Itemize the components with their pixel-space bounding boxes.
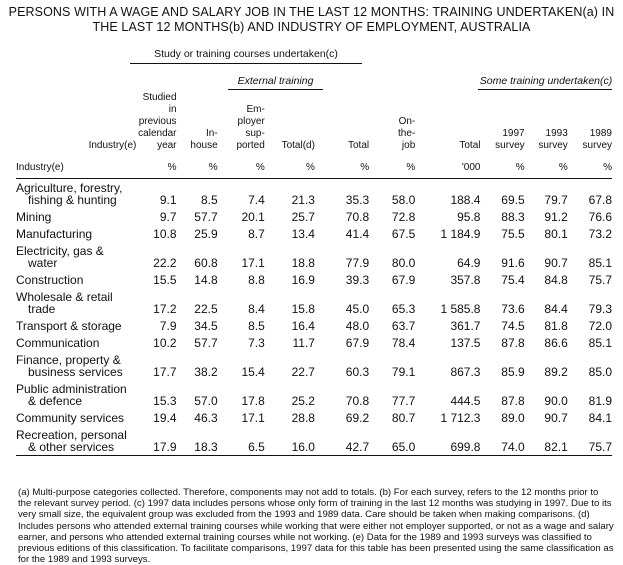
value-cell: 80.0	[391, 256, 416, 270]
footnotes: (a) Multi-purpose categories collected. Therefore, components may not add to totals. (b) For each survey, refers to the 12 months prior to the relevant survey period. (c) 1997 data includes persons whose only form of training in the last 12 months was studying in 1997. Due to its very small size, the equivalent group was excluded from the 1993 and 1989 data. Care should be taken when making comparisons. (d) Includes persons who attended external training courses while working that were either not employer supported, or not as a wage and salary earner, and persons who attended external training courses while not working. (e) Data for the 1989 and 1993 surveys was classified to previous editions of this classification. To facilitate comparisons, 1997 data for this table has been presented using the same classification as for the 1989 and 1993 surveys.	[18, 487, 614, 565]
value-cell: 63.7	[391, 319, 416, 333]
value-cell: 7.9	[159, 319, 177, 333]
value-cell: 8.7	[248, 227, 265, 241]
value-cell: 17.1	[241, 411, 265, 425]
value-cell: 64.9	[457, 256, 481, 270]
value-cell: 60.3	[345, 365, 370, 379]
value-cell: 22.7	[291, 365, 315, 379]
value-cell: 72.8	[391, 210, 416, 224]
value-cell: 10.8	[153, 227, 177, 241]
column-header: 1997 survey	[495, 128, 525, 151]
industry-cell	[16, 334, 136, 351]
value-cell: 19.4	[153, 411, 177, 425]
industry-cell	[16, 208, 136, 225]
value-cell: 79.1	[391, 365, 416, 379]
value-cell: 8.4	[248, 302, 265, 316]
value-cell: 69.5	[501, 193, 525, 207]
value-cell: 85.9	[501, 365, 525, 379]
industry-cell	[16, 426, 136, 456]
value-cell: 69.2	[345, 411, 370, 425]
value-cell: 39.3	[345, 273, 370, 287]
table-row	[16, 242, 612, 271]
value-cell: 77.9	[345, 256, 370, 270]
value-cell: 84.4	[544, 302, 568, 316]
value-cell: 95.8	[457, 210, 481, 224]
value-cell: 86.6	[544, 336, 568, 350]
unit-label: %	[315, 152, 369, 179]
value-cell: 67.8	[588, 193, 612, 207]
value-cell: 79.7	[544, 193, 568, 207]
table-row	[16, 409, 612, 426]
value-cell: 15.3	[153, 394, 177, 408]
column-header-row	[16, 92, 612, 152]
industry-label: Communication	[16, 336, 100, 350]
industry-label: business services	[28, 365, 123, 379]
industry-cell	[16, 179, 136, 209]
value-cell: 867.3	[450, 365, 481, 379]
industry-cell	[16, 380, 136, 409]
value-cell: 11.7	[292, 336, 315, 350]
industry-label: Transport & storage	[16, 319, 122, 333]
value-cell: 57.7	[194, 210, 218, 224]
column-header: Studied in previous calendar year	[138, 92, 177, 151]
industry-cell	[16, 317, 136, 334]
value-cell: 82.1	[525, 426, 568, 456]
value-cell: 75.7	[568, 426, 612, 456]
value-cell: 81.9	[588, 394, 612, 408]
industry-label: Finance, property &	[16, 353, 121, 367]
value-cell: 76.6	[588, 210, 612, 224]
value-cell: 89.0	[501, 411, 525, 425]
industry-cell	[16, 242, 136, 271]
column-header: Industry(e)	[88, 140, 137, 151]
industry-label: Electricity, gas &	[16, 244, 104, 258]
table-row	[16, 334, 612, 351]
value-cell: 84.8	[544, 273, 568, 287]
table-row	[16, 317, 612, 334]
value-cell: 14.8	[194, 273, 218, 287]
value-cell: 65.0	[369, 426, 415, 456]
value-cell: 6.5	[218, 426, 265, 456]
value-cell: 79.3	[588, 302, 612, 316]
value-cell: 16.9	[291, 273, 315, 287]
value-cell: 85.0	[588, 365, 612, 379]
industry-label: & other services	[28, 440, 115, 454]
group-header-study: Study or training courses undertaken(c)	[154, 48, 338, 60]
group-header-external: External training	[237, 75, 314, 87]
value-cell: 16.4	[291, 319, 315, 333]
value-cell: 1 184.9	[440, 227, 481, 241]
table-row	[16, 380, 612, 409]
column-header: 1993 survey	[538, 128, 568, 151]
value-cell: 75.4	[501, 273, 525, 287]
unit-label: %	[369, 152, 415, 179]
value-cell: 699.8	[415, 426, 480, 456]
value-cell: 75.5	[501, 227, 525, 241]
value-cell: 17.9	[136, 426, 176, 456]
value-cell: 15.4	[241, 365, 265, 379]
unit-label: '000	[415, 152, 480, 179]
industry-cell	[16, 409, 136, 426]
value-cell: 74.5	[501, 319, 525, 333]
value-cell: 17.2	[153, 302, 177, 316]
column-header: Total	[459, 140, 481, 151]
value-cell: 1 712.3	[440, 411, 481, 425]
unit-label: %	[525, 152, 568, 179]
value-cell: 41.4	[345, 227, 370, 241]
value-cell: 75.7	[588, 273, 612, 287]
group-underline-some-training	[478, 89, 612, 90]
units-row	[16, 152, 612, 179]
industry-label: Construction	[16, 273, 84, 287]
group-header-some-training: Some training undertaken(c)	[479, 75, 613, 87]
table-row	[16, 288, 612, 317]
value-cell: 84.1	[588, 411, 612, 425]
table-row	[16, 179, 612, 209]
value-cell: 9.1	[159, 193, 177, 207]
value-cell: 16.0	[265, 426, 315, 456]
value-cell: 85.1	[588, 256, 612, 270]
unit-label: %	[136, 152, 176, 179]
value-cell: 15.8	[291, 302, 315, 316]
value-cell: 22.2	[153, 256, 177, 270]
value-cell: 42.7	[315, 426, 369, 456]
value-cell: 91.2	[544, 210, 568, 224]
value-cell: 10.2	[153, 336, 177, 350]
column-header: On- the- job	[398, 116, 416, 151]
group-underline-study	[130, 63, 362, 64]
value-cell: 70.8	[345, 394, 370, 408]
industry-header: Industry(e)	[16, 152, 136, 179]
value-cell: 38.2	[194, 365, 218, 379]
value-cell: 46.3	[194, 411, 218, 425]
industry-cell	[16, 271, 136, 288]
industry-label: Recreation, personal	[16, 428, 127, 442]
value-cell: 13.4	[291, 227, 315, 241]
value-cell: 89.2	[544, 365, 568, 379]
value-cell: 8.8	[248, 273, 265, 287]
value-cell: 73.6	[501, 302, 525, 316]
value-cell: 17.7	[153, 365, 177, 379]
table-row	[16, 208, 612, 225]
value-cell: 1 585.8	[440, 302, 481, 316]
column-header: Total	[348, 140, 370, 151]
value-cell: 188.4	[450, 193, 481, 207]
value-cell: 7.3	[248, 336, 265, 350]
value-cell: 88.3	[501, 210, 525, 224]
value-cell: 74.0	[480, 426, 524, 456]
value-cell: 357.8	[450, 273, 481, 287]
value-cell: 8.5	[248, 319, 265, 333]
value-cell: 72.0	[588, 319, 612, 333]
value-cell: 57.0	[194, 394, 218, 408]
training-table	[16, 92, 612, 456]
column-header: In- house	[190, 128, 218, 151]
value-cell: 17.8	[241, 394, 265, 408]
value-cell: 361.7	[450, 319, 481, 333]
value-cell: 8.5	[200, 193, 218, 207]
column-header: 1989 survey	[582, 128, 612, 151]
industry-label: Mining	[16, 210, 52, 224]
value-cell: 28.8	[291, 411, 315, 425]
value-cell: 80.7	[391, 411, 416, 425]
value-cell: 9.7	[159, 210, 177, 224]
value-cell: 70.8	[345, 210, 370, 224]
unit-label: %	[177, 152, 218, 179]
value-cell: 48.0	[345, 319, 370, 333]
value-cell: 35.3	[345, 193, 370, 207]
table-row	[16, 225, 612, 242]
industry-cell	[16, 351, 136, 380]
value-cell: 58.0	[391, 193, 416, 207]
value-cell: 87.8	[501, 336, 525, 350]
value-cell: 21.3	[291, 193, 315, 207]
table-row	[16, 351, 612, 380]
value-cell: 81.8	[544, 319, 568, 333]
value-cell: 90.7	[544, 411, 568, 425]
value-cell: 60.8	[194, 256, 218, 270]
value-cell: 20.1	[241, 210, 265, 224]
industry-label: fishing & hunting	[28, 193, 117, 207]
industry-label: Manufacturing	[16, 227, 93, 241]
value-cell: 18.3	[177, 426, 218, 456]
value-cell: 85.1	[588, 336, 612, 350]
value-cell: 45.0	[345, 302, 370, 316]
value-cell: 34.5	[194, 319, 218, 333]
value-cell: 18.8	[291, 256, 315, 270]
value-cell: 65.3	[391, 302, 416, 316]
group-underline-external	[228, 89, 323, 90]
unit-label: %	[265, 152, 315, 179]
table-row	[16, 271, 612, 288]
unit-label: %	[568, 152, 612, 179]
value-cell: 67.9	[391, 273, 416, 287]
value-cell: 87.8	[501, 394, 525, 408]
value-cell: 67.9	[345, 336, 370, 350]
industry-label: water	[28, 256, 58, 270]
value-cell: 15.5	[153, 273, 177, 287]
value-cell: 73.2	[588, 227, 612, 241]
value-cell: 67.5	[391, 227, 416, 241]
table-row	[16, 426, 612, 456]
value-cell: 25.7	[291, 210, 315, 224]
table-title: PERSONS WITH A WAGE AND SALARY JOB IN THE LAST 12 MONTHS: TRAINING UNDERTAKEN(a) IN THE LAST 12 MONTHS(b) AND INDUSTRY OF EMPLOYMENT, AUSTRALIA	[8, 5, 615, 34]
industry-label: Agriculture, forestry,	[16, 181, 123, 195]
value-cell: 7.4	[248, 193, 265, 207]
column-header: Em- ployer sup- ported	[236, 104, 265, 151]
industry-cell	[16, 225, 136, 242]
industry-cell	[16, 288, 136, 317]
industry-label: & defence	[28, 394, 83, 408]
value-cell: 444.5	[450, 394, 481, 408]
value-cell: 137.5	[450, 336, 481, 350]
industry-label: trade	[28, 302, 56, 316]
value-cell: 25.9	[194, 227, 218, 241]
value-cell: 22.5	[194, 302, 218, 316]
value-cell: 90.0	[544, 394, 568, 408]
industry-label: Wholesale & retail	[16, 290, 113, 304]
value-cell: 91.6	[501, 256, 525, 270]
value-cell: 80.1	[544, 227, 568, 241]
value-cell: 25.2	[291, 394, 315, 408]
value-cell: 17.1	[241, 256, 265, 270]
column-header: Total(d)	[281, 140, 315, 151]
unit-label: %	[480, 152, 524, 179]
value-cell: 78.4	[391, 336, 416, 350]
value-cell: 90.7	[544, 256, 568, 270]
value-cell: 77.7	[391, 394, 416, 408]
value-cell: 57.7	[194, 336, 218, 350]
industry-label: Public administration	[16, 382, 127, 396]
unit-label: %	[218, 152, 265, 179]
industry-label: Community services	[16, 411, 125, 425]
